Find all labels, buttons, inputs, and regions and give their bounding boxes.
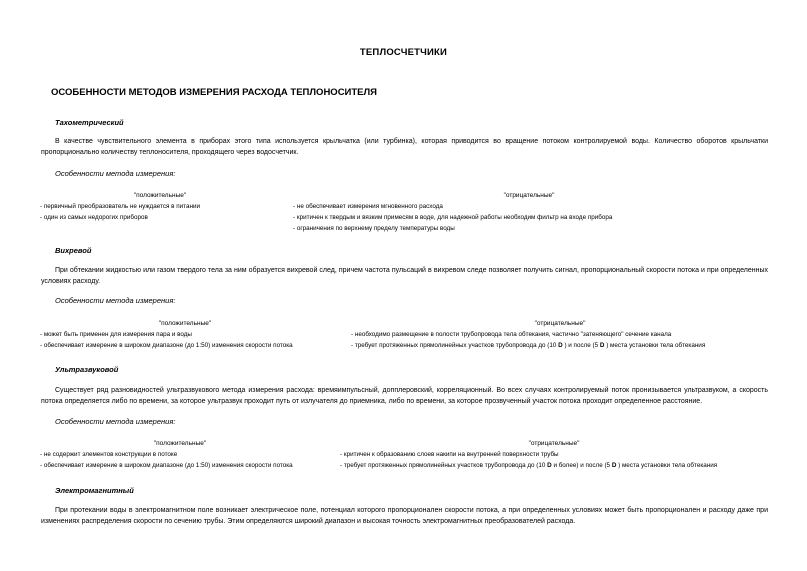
tacho-pos-item: - один из самых недорогих приборов — [40, 214, 148, 221]
vortex-pos-item: - обеспечивает измерение в широком диапазоне (до 1:50) изменения скорости потока — [40, 342, 293, 349]
tacho-pos-item: - первичный преобразователь не нуждается в питании — [40, 203, 200, 210]
tacho-title: Тахометрический — [55, 118, 124, 127]
tacho-paragraph: В качестве чувствительного элемента в приборах этого типа используется крыльчатка (или турбинка), которая приводится во вращение потоком контролируемой воды. Количество оборотов крыльчатки пропорционально количеству теплоносителя, проходящего через водосчетчик. — [41, 138, 768, 156]
ultra-pos-item: - не содержит элементов конструкции в потоке — [40, 451, 178, 458]
tacho-neg-header: "отрицательные" — [503, 192, 555, 199]
tacho-pos-header: "положительные" — [133, 192, 187, 199]
ultra-neg-text-b: и более) и после (5 — [553, 462, 611, 469]
ultra-title: Ультразвуковой — [55, 365, 119, 374]
vortex-paragraph: При обтекании жидкостью или газом твердого тела за ним образуется вихревой след, причем частота пульсаций в вихревом следе позволяет получить сигнал, пропорциональный скорости потока и при определенных условиях расходу. — [41, 267, 768, 285]
em-paragraph: При протекании воды в электромагнитном поле возникает электрическое поле, потенциал которого пропорционален скорости потока, а при определенных условиях может быть пропорционален и расходу даже при изменениях распределения скорости по сечению трубы. Этим определяются широкий диапазон и высокая точность электромагнитных преобразователей расхода. — [41, 507, 768, 525]
diameter-symbol: D — [599, 342, 605, 349]
tacho-features-label: Особенности метода измерения: — [55, 169, 176, 178]
ultra-neg-item: - критичен к образованию слоев накипи на внутренней поверхности трубы — [340, 451, 559, 458]
vortex-neg-text-b: ) и после (5 — [564, 342, 599, 349]
vortex-neg-text-c: ) места установки тела обтекания — [606, 342, 706, 349]
ultra-pos-header: "положительные" — [153, 440, 207, 447]
tacho-neg-item: - критичен к твердым и вязким примесям в воде, для надежной работы необходим фильтр на входе прибора — [293, 214, 613, 221]
ultra-paragraph: Существует ряд разновидностей ультразвукового метода измерения расхода: времяимпульсный, допплеровский, корреляционный. Во всех случаях контролируемый поток пронизывается ультразвуком, а скорость потока определяется либо по времени, за которое ультразвук проходит путь от излучателя до приемника, либо по времени, за которое прозвученный участок потока проходит определенное расстояние. — [41, 387, 768, 405]
ultra-neg-text-c: ) места установки тела обтекания — [618, 462, 718, 469]
ultra-neg-header: "отрицательные" — [528, 440, 580, 447]
vortex-title: Вихревой — [55, 246, 92, 255]
diameter-symbol: D — [611, 462, 617, 469]
document-title: ТЕПЛОСЧЕТЧИКИ — [359, 47, 448, 58]
tacho-neg-item: - ограничения по верхнему пределу температуры воды — [293, 225, 455, 232]
tacho-neg-item: - не обеспечивает измерения мгновенного расхода — [293, 203, 443, 210]
vortex-pos-item: - может быть применен для измерения пара и воды — [40, 331, 192, 338]
diameter-symbol: D — [547, 462, 552, 469]
vortex-pos-header: "положительные" — [158, 320, 212, 327]
ultra-neg-item-straight — [340, 462, 717, 469]
ultra-neg-text-a: - требует протяженных прямолинейных участков трубопровода до (10 — [340, 462, 546, 469]
ultra-features-label: Особенности метода измерения: — [55, 417, 176, 426]
section-title: ОСОБЕННОСТИ МЕТОДОВ ИЗМЕРЕНИЯ РАСХОДА ТЕПЛОНОСИТЕЛЯ — [51, 87, 378, 98]
vortex-neg-item: - необходимо размещение в полости трубопровода тела обтекания, частично "затеняющего" сечение канала — [351, 331, 672, 338]
vortex-neg-item-straight — [351, 342, 705, 349]
ultra-pos-item: - обеспечивает измерение в широком диапазоне (до 1:50) изменения скорости потока — [40, 462, 293, 469]
diameter-symbol: D — [558, 342, 563, 349]
vortex-neg-header: "отрицательные" — [534, 320, 586, 327]
vortex-neg-text-a: - требует протяженных прямолинейных участков трубопровода до (10 — [351, 342, 557, 349]
em-title: Электромагнитный — [55, 486, 134, 495]
vortex-features-label: Особенности метода измерения: — [55, 296, 176, 305]
